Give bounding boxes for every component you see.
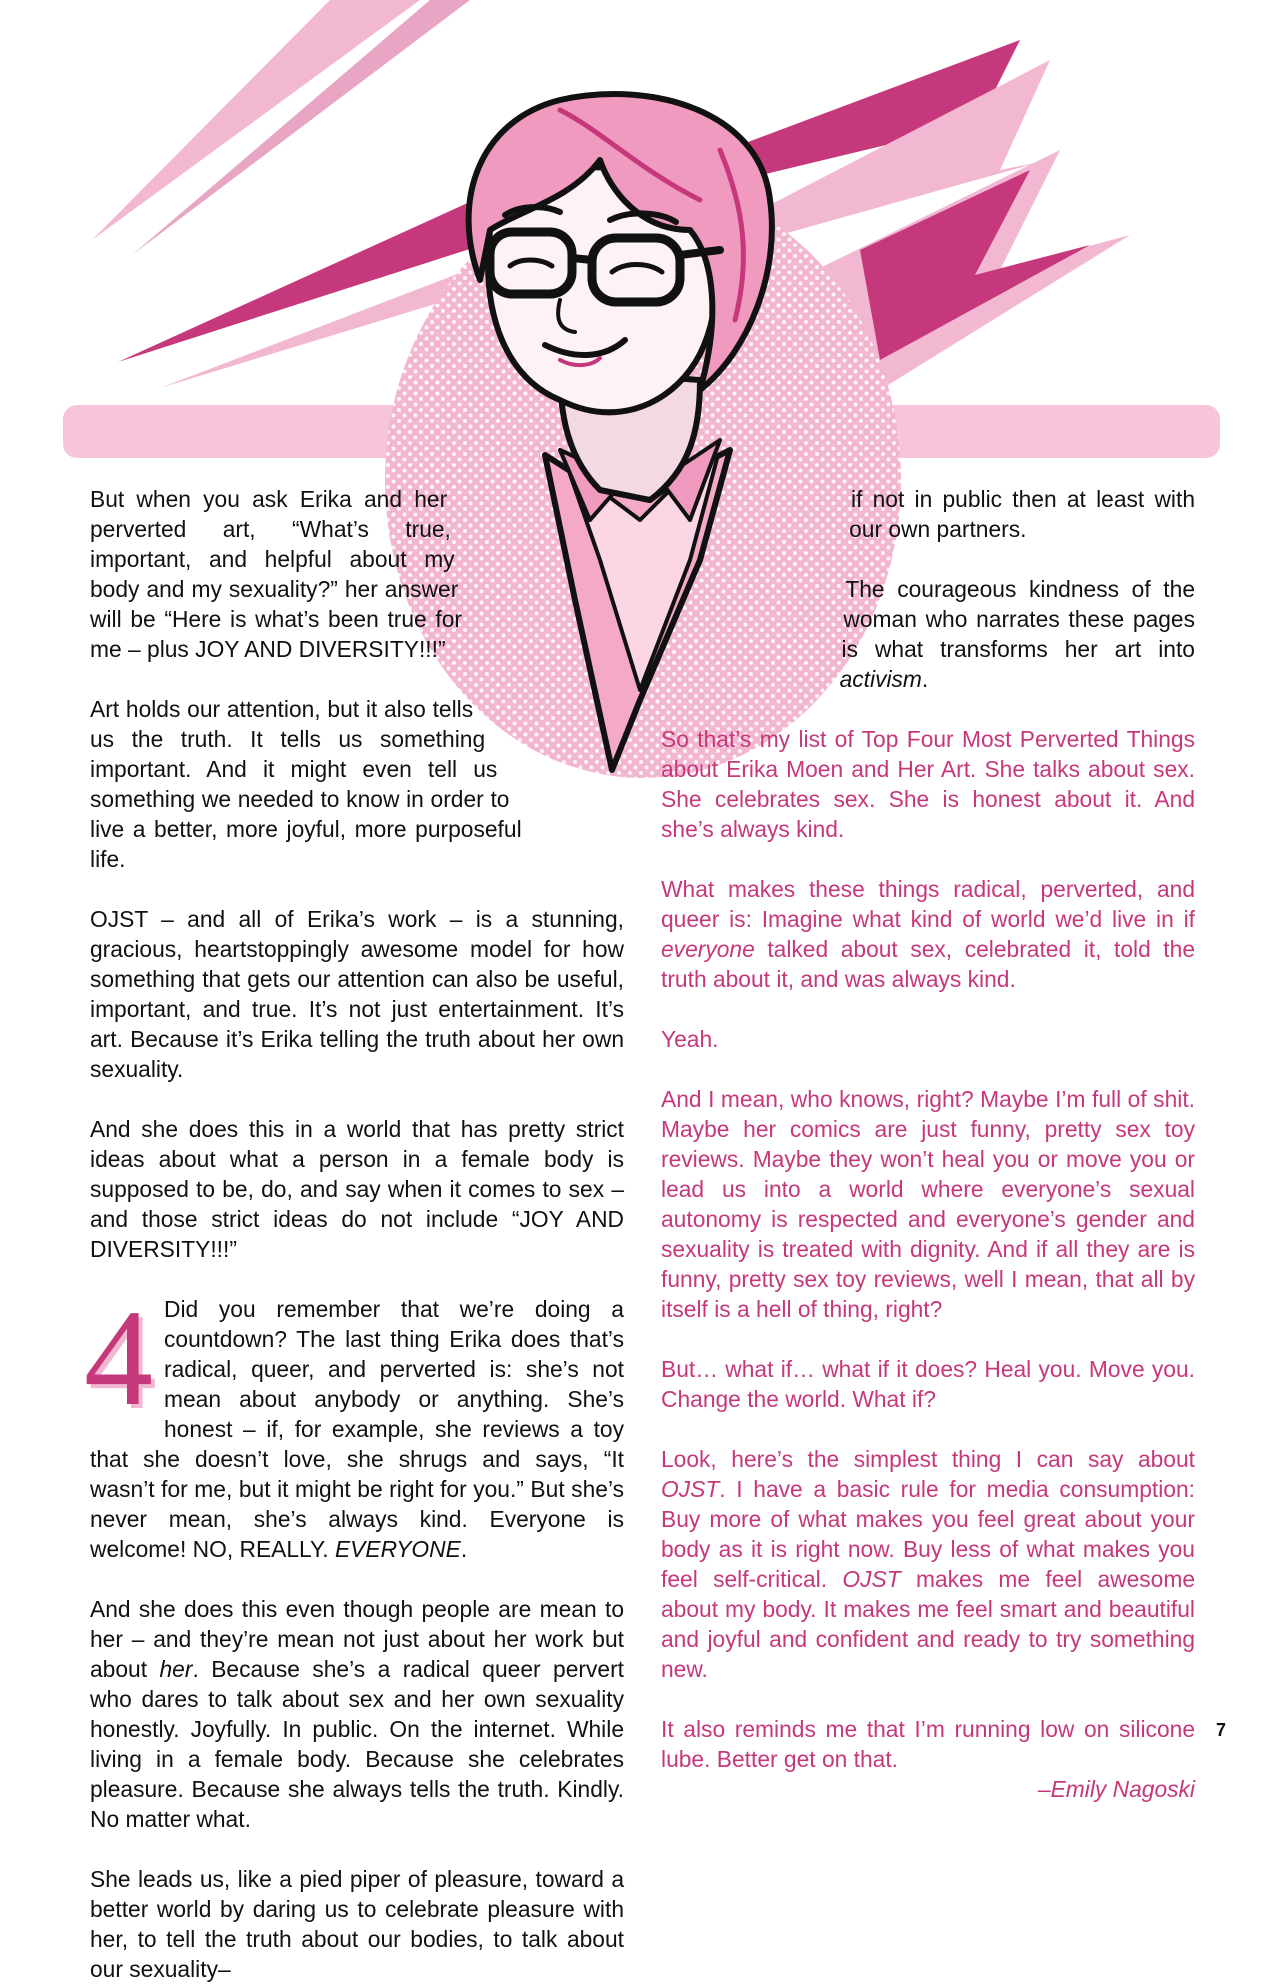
right-paragraph-5: Yeah. xyxy=(661,1026,719,1052)
right-paragraph-1: if not in public then at least with our own partners. xyxy=(849,486,1195,542)
page-number: 7 xyxy=(1215,1720,1226,1740)
right-column xyxy=(661,484,1195,1804)
left-paragraph-2: Art holds our attention, but it also tells us the truth. It tells us something important. And it might even tell us something we needed to know in order to live a better, more joyful, more purposeful life. xyxy=(90,696,522,872)
right-paragraph-2: The courageous kindness of the woman who narrates these pages is what transforms her art into activism. xyxy=(839,576,1195,692)
author-signature: –Emily Nagoski xyxy=(1037,1776,1195,1802)
left-column xyxy=(84,484,624,1984)
left-paragraph-1: But when you ask Erika and her perverted art, “What’s true, important, and helpful about my body and my sexuality?” her answer will be “Here is what’s been true for me – plus JOY AND DIVERSITY!!!” xyxy=(90,486,462,662)
dropcap-number: 4 xyxy=(84,1281,153,1434)
right-paragraph-7: But… what if… what if it does? Heal you. Move you. Change the world. What if? xyxy=(661,1356,1195,1412)
right-paragraph-3: So that’s my list of Top Four Most Perverted Things about Erika Moen and Her Art. She talks about sex. She celebrates sex. She is honest about it. And she’s always kind. xyxy=(661,726,1195,842)
right-paragraph-6: And I mean, who knows, right? Maybe I’m full of shit. Maybe her comics are just funny, pretty sex toy reviews. Maybe they won’t heal you or move you or lead us into a world where everyone’s sexual autonomy is respected and everyone’s gender and sexuality is treated with dignity. And if all they are is funny, pretty sex toy reviews, well I mean, that all by itself is a hell of thing, right? xyxy=(661,1086,1195,1322)
left-paragraph-4: And she does this in a world that has pretty strict ideas about what a person in a female body is supposed to be, do, and say when it comes to sex – and those strict ideas do not include “JOY AND DIVERSITY!!!” xyxy=(90,1116,624,1262)
left-paragraph-5: 4 Did you remember that we’re doing a countdown? The last thing Erika does that’s radical, queer, and perverted is: she’s not mean about anybody or anything. She’s honest – if, for example, she reviews a toy that she doesn’t love, she shrugs and says, “It wasn’t for me, but it might be right for you.” But she’s never mean, she’s always kind. Everyone is welcome! NO, REALLY. EVERYONE. xyxy=(84,1281,624,1562)
left-paragraph-3: OJST – and all of Erika’s work – is a stunning, gracious, heartstoppingly awesome model for how something that gets our attention can also be useful, important, and true. It’s not just entertainment. It’s art. Because it’s Erika telling the truth about her own sexuality. xyxy=(90,906,624,1082)
right-paragraph-8: Look, here’s the simplest thing I can say about OJST. I have a basic rule for media consumption: Buy more of what makes you feel great about your body as it is right now. Buy less of what makes you feel self-critical. OJST makes me feel awesome about my body. It makes me feel smart and beautiful and joyful and confident and ready to try something new. xyxy=(661,1446,1196,1682)
right-paragraph-4: What makes these things radical, perverted, and queer is: Imagine what kind of world we’d live in if everyone talked about sex, celebrated it, told the truth about it, and was always kind. xyxy=(661,876,1195,992)
left-paragraph-7: She leads us, like a pied piper of pleasure, toward a better world by daring us to celebrate pleasure with her, to tell the truth about our bodies, to talk about our sexuality– xyxy=(90,1866,624,1982)
left-paragraph-6: And she does this even though people are mean to her – and they’re mean not just about her work but about her. Because she’s a radical queer pervert who dares to talk about sex and her own sexuality honestly. Joyfully. In public. On the internet. While living in a female body. Because she celebrates pleasure. Because she always tells the truth. Kindly. No matter what. xyxy=(90,1596,624,1832)
right-paragraph-9: It also reminds me that I’m running low on silicone lube. Better get on that. xyxy=(661,1716,1195,1772)
